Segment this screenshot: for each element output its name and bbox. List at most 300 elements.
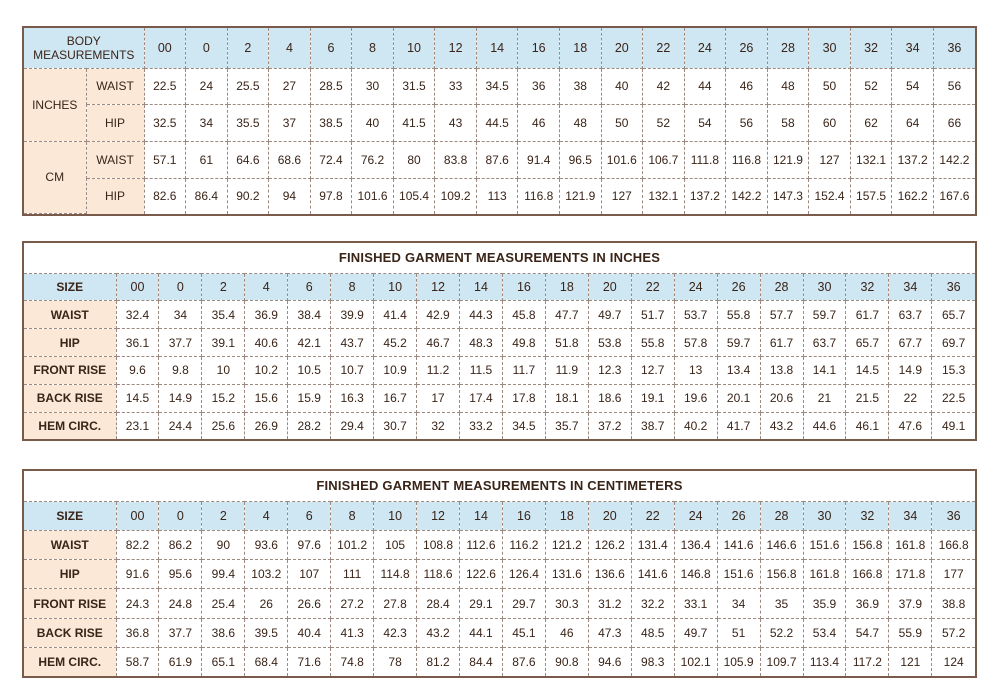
size-header: 0	[159, 273, 202, 301]
table-cell: 12.7	[631, 356, 674, 384]
table-cell: 38.6	[202, 618, 245, 647]
table-row	[24, 560, 975, 589]
table-cell: 39.9	[331, 301, 374, 329]
table-cell: 46.1	[846, 412, 889, 439]
table-cell: 146.6	[760, 530, 803, 559]
table-cell: 83.8	[435, 141, 477, 178]
finished-garment-inches-table	[22, 241, 977, 441]
table-cell: 14.5	[846, 356, 889, 384]
table-cell: 121.9	[767, 141, 809, 178]
size-header: 16	[502, 501, 545, 530]
table-cell: 69.7	[932, 329, 975, 357]
table-cell: 64.6	[227, 141, 269, 178]
table-row	[24, 329, 975, 357]
size-header: 36	[932, 273, 975, 301]
size-header: 00	[116, 273, 159, 301]
size-header: 22	[631, 273, 674, 301]
table-cell: 45.8	[502, 301, 545, 329]
table-cell: 102.1	[674, 648, 717, 676]
table-title: FINISHED GARMENT MEASUREMENTS IN INCHES	[24, 243, 975, 273]
table-row	[24, 105, 975, 142]
measurement-label: HIP	[86, 105, 144, 142]
table-cell: 57.8	[674, 329, 717, 357]
table-cell: 78	[374, 648, 417, 676]
table-cell: 166.8	[932, 530, 975, 559]
size-header: 10	[393, 28, 435, 68]
table-cell: 47.7	[545, 301, 588, 329]
table-cell: 101.6	[601, 141, 643, 178]
size-header: 18	[545, 273, 588, 301]
table-cell: 48	[767, 68, 809, 105]
table-cell: 43	[435, 105, 477, 142]
body-measurements-table	[22, 26, 977, 216]
table-cell: 101.6	[352, 178, 394, 213]
table-cell: 13.8	[760, 356, 803, 384]
size-header: 2	[227, 28, 269, 68]
table-cell: 28.5	[310, 68, 352, 105]
size-header: 28	[767, 28, 809, 68]
table-cell: 161.8	[803, 560, 846, 589]
table-cell: 9.6	[116, 356, 159, 384]
table-cell: 61	[186, 141, 228, 178]
table-cell: 18.1	[545, 384, 588, 412]
measurement-label: WAIST	[24, 530, 116, 559]
table-cell: 46	[518, 105, 560, 142]
size-header: 14	[460, 501, 503, 530]
table-cell: 28.2	[288, 412, 331, 439]
table-cell: 33.2	[460, 412, 503, 439]
table-cell: 9.8	[159, 356, 202, 384]
table-cell: 12.3	[588, 356, 631, 384]
table-cell: 34.5	[476, 68, 518, 105]
table-cell: 49.7	[674, 618, 717, 647]
table-cell: 116.8	[518, 178, 560, 213]
table-cell: 41.7	[717, 412, 760, 439]
table-cell: 127	[809, 141, 851, 178]
table-cell: 81.2	[417, 648, 460, 676]
table-cell: 13	[674, 356, 717, 384]
table-cell: 51	[717, 618, 760, 647]
table-cell: 72.4	[310, 141, 352, 178]
table-cell: 30.3	[545, 589, 588, 618]
table-cell: 156.8	[846, 530, 889, 559]
table-cell: 37	[269, 105, 311, 142]
measurement-label: BACK RISE	[24, 618, 116, 647]
table-cell: 40.6	[245, 329, 288, 357]
table-row	[24, 648, 975, 676]
table-cell: 131.4	[631, 530, 674, 559]
table-cell: 60	[809, 105, 851, 142]
table-cell: 32.4	[116, 301, 159, 329]
size-header: 00	[116, 501, 159, 530]
table-cell: 19.1	[631, 384, 674, 412]
table-cell: 56	[933, 68, 975, 105]
table-cell: 95.6	[159, 560, 202, 589]
table-cell: 17.8	[502, 384, 545, 412]
table-cell: 11.5	[460, 356, 503, 384]
table-cell: 27.2	[331, 589, 374, 618]
table-cell: 113	[476, 178, 518, 213]
table-cell: 37.9	[889, 589, 932, 618]
size-header: 26	[717, 273, 760, 301]
table-cell: 109.2	[435, 178, 477, 213]
table-cell: 30	[352, 68, 394, 105]
table-cell: 57.1	[144, 141, 186, 178]
size-header: 30	[809, 28, 851, 68]
table-cell: 49.1	[932, 412, 975, 439]
size-header: 32	[846, 273, 889, 301]
table-cell: 39.1	[202, 329, 245, 357]
table-cell: 16.7	[374, 384, 417, 412]
table-cell: 42	[643, 68, 685, 105]
body-measurements-header	[24, 28, 144, 68]
table-cell: 49.8	[502, 329, 545, 357]
table-cell: 45.1	[502, 618, 545, 647]
finished-garment-cm-table	[22, 469, 977, 678]
table-cell: 42.3	[374, 618, 417, 647]
table-cell: 52.2	[760, 618, 803, 647]
table-cell: 36.9	[245, 301, 288, 329]
size-header: 12	[417, 273, 460, 301]
size-header: 18	[559, 28, 601, 68]
size-header: 10	[374, 273, 417, 301]
table-cell: 82.2	[116, 530, 159, 559]
size-header: 0	[186, 28, 228, 68]
size-header: 36	[932, 501, 975, 530]
table-cell: 54.7	[846, 618, 889, 647]
table-cell: 25.5	[227, 68, 269, 105]
table-cell: 74.8	[331, 648, 374, 676]
table-cell: 40.4	[288, 618, 331, 647]
table-cell: 39.5	[245, 618, 288, 647]
table-cell: 34	[186, 105, 228, 142]
table-row	[24, 141, 975, 178]
table-cell: 35.7	[545, 412, 588, 439]
size-header: 24	[674, 273, 717, 301]
title-row	[24, 471, 975, 501]
table-cell: 24.8	[159, 589, 202, 618]
table-cell: 46.7	[417, 329, 460, 357]
table-cell: 24	[186, 68, 228, 105]
table-cell: 18.6	[588, 384, 631, 412]
table-cell: 38.8	[932, 589, 975, 618]
table-cell: 33.1	[674, 589, 717, 618]
measurement-label: FRONT RISE	[24, 356, 116, 384]
table-cell: 131.6	[545, 560, 588, 589]
measurement-label: HIP	[86, 178, 144, 213]
size-header: 28	[760, 501, 803, 530]
table-cell: 51.8	[545, 329, 588, 357]
table-cell: 63.7	[889, 301, 932, 329]
size-header: 6	[288, 273, 331, 301]
table-cell: 93.6	[245, 530, 288, 559]
size-header: 26	[726, 28, 768, 68]
size-header: 00	[144, 28, 186, 68]
table-cell: 41.3	[331, 618, 374, 647]
table-cell: 37.2	[588, 412, 631, 439]
table-cell: 42.9	[417, 301, 460, 329]
table-cell: 122.6	[460, 560, 503, 589]
size-header: 34	[889, 501, 932, 530]
table-row	[24, 412, 975, 439]
table-cell: 61.9	[159, 648, 202, 676]
table-cell: 96.5	[559, 141, 601, 178]
table-row	[24, 301, 975, 329]
table-cell: 44.1	[460, 618, 503, 647]
table-cell: 22.5	[144, 68, 186, 105]
table-title: FINISHED GARMENT MEASUREMENTS IN CENTIMETERS	[24, 471, 975, 501]
table-cell: 44.3	[460, 301, 503, 329]
table-cell: 132.1	[850, 141, 892, 178]
table-cell: 29.1	[460, 589, 503, 618]
table-cell: 48.3	[460, 329, 503, 357]
table-cell: 91.6	[116, 560, 159, 589]
table-cell: 49.7	[588, 301, 631, 329]
table-cell: 99.4	[202, 560, 245, 589]
table-cell: 27	[269, 68, 311, 105]
table-cell: 59.7	[717, 329, 760, 357]
table-cell: 25.6	[202, 412, 245, 439]
table-cell: 40	[352, 105, 394, 142]
table-cell: 24.3	[116, 589, 159, 618]
table-cell: 151.6	[717, 560, 760, 589]
size-header: 32	[846, 501, 889, 530]
table-cell: 29.7	[502, 589, 545, 618]
table-cell: 35.9	[803, 589, 846, 618]
table-cell: 37.7	[159, 329, 202, 357]
table-cell: 50	[601, 105, 643, 142]
table-cell: 56	[726, 105, 768, 142]
size-header: 22	[631, 501, 674, 530]
table-cell: 53.4	[803, 618, 846, 647]
table-cell: 63.7	[803, 329, 846, 357]
table-cell: 57.7	[760, 301, 803, 329]
table-cell: 61.7	[846, 301, 889, 329]
measurement-label: WAIST	[24, 301, 116, 329]
table-cell: 21	[803, 384, 846, 412]
table-cell: 54	[892, 68, 934, 105]
table-cell: 109.7	[760, 648, 803, 676]
table-cell: 137.2	[684, 178, 726, 213]
table-cell: 29.4	[331, 412, 374, 439]
table-cell: 124	[932, 648, 975, 676]
table-row	[24, 384, 975, 412]
table-cell: 136.6	[588, 560, 631, 589]
table-cell: 157.5	[850, 178, 892, 213]
table-cell: 11.9	[545, 356, 588, 384]
table-row	[24, 618, 975, 647]
header-label-line2: MEASUREMENTS	[33, 47, 135, 62]
table-cell: 17.4	[460, 384, 503, 412]
table-cell: 177	[932, 560, 975, 589]
table-cell: 38.7	[631, 412, 674, 439]
size-header: 14	[460, 273, 503, 301]
table-cell: 68.6	[269, 141, 311, 178]
table-cell: 116.2	[502, 530, 545, 559]
table-cell: 35.5	[227, 105, 269, 142]
table-cell: 171.8	[889, 560, 932, 589]
table-cell: 14.9	[889, 356, 932, 384]
size-label: SIZE	[24, 273, 116, 301]
table-cell: 105.9	[717, 648, 760, 676]
size-header: 8	[331, 273, 374, 301]
table-cell: 54	[684, 105, 726, 142]
size-header: 32	[850, 28, 892, 68]
table-cell: 40.2	[674, 412, 717, 439]
table-cell: 36.9	[846, 589, 889, 618]
table-cell: 44.5	[476, 105, 518, 142]
table-cell: 20.1	[717, 384, 760, 412]
size-header: 4	[245, 273, 288, 301]
table-cell: 47.3	[588, 618, 631, 647]
table-cell: 87.6	[502, 648, 545, 676]
table-cell: 136.4	[674, 530, 717, 559]
table-cell: 42.1	[288, 329, 331, 357]
table-cell: 43.7	[331, 329, 374, 357]
title-row	[24, 243, 975, 273]
table-cell: 141.6	[631, 560, 674, 589]
size-header: 36	[933, 28, 975, 68]
table-cell: 15.2	[202, 384, 245, 412]
measurement-label: HIP	[24, 329, 116, 357]
table-cell: 59.7	[803, 301, 846, 329]
table-cell: 132.1	[643, 178, 685, 213]
size-header: 10	[374, 501, 417, 530]
table-cell: 147.3	[767, 178, 809, 213]
table-cell: 20.6	[760, 384, 803, 412]
size-header: 14	[476, 28, 518, 68]
table-cell: 17	[417, 384, 460, 412]
table-cell: 113.4	[803, 648, 846, 676]
table-cell: 118.6	[417, 560, 460, 589]
size-header: 16	[518, 28, 560, 68]
table-cell: 86.2	[159, 530, 202, 559]
size-header: 22	[643, 28, 685, 68]
size-header: 2	[202, 273, 245, 301]
size-header: 20	[588, 273, 631, 301]
table-cell: 58.7	[116, 648, 159, 676]
table-cell: 152.4	[809, 178, 851, 213]
table-cell: 48	[559, 105, 601, 142]
table-cell: 36.1	[116, 329, 159, 357]
table-cell: 35	[760, 589, 803, 618]
table-cell: 44.6	[803, 412, 846, 439]
table-cell: 117.2	[846, 648, 889, 676]
table-cell: 65.7	[846, 329, 889, 357]
table-cell: 71.6	[288, 648, 331, 676]
table-cell: 106.7	[643, 141, 685, 178]
table-cell: 19.6	[674, 384, 717, 412]
table-cell: 94.6	[588, 648, 631, 676]
table-cell: 35.4	[202, 301, 245, 329]
table-cell: 67.7	[889, 329, 932, 357]
measurement-label: BACK RISE	[24, 384, 116, 412]
table-cell: 97.6	[288, 530, 331, 559]
table-cell: 55.8	[631, 329, 674, 357]
header-row	[24, 501, 975, 530]
table-cell: 50	[809, 68, 851, 105]
table-cell: 116.8	[726, 141, 768, 178]
table-cell: 10.2	[245, 356, 288, 384]
table-cell: 53.8	[588, 329, 631, 357]
table-cell: 121	[889, 648, 932, 676]
table-cell: 65.1	[202, 648, 245, 676]
table-cell: 10.5	[288, 356, 331, 384]
table-cell: 41.5	[393, 105, 435, 142]
table-cell: 90	[202, 530, 245, 559]
table-cell: 167.6	[933, 178, 975, 213]
size-header: 12	[417, 501, 460, 530]
header-row	[24, 273, 975, 301]
measurement-label: WAIST	[86, 68, 144, 105]
table-cell: 46	[726, 68, 768, 105]
table-cell: 32.2	[631, 589, 674, 618]
measurement-label: HEM CIRC.	[24, 412, 116, 439]
table-cell: 126.2	[588, 530, 631, 559]
table-cell: 11.2	[417, 356, 460, 384]
table-cell: 105.4	[393, 178, 435, 213]
size-header: 24	[684, 28, 726, 68]
size-header: 4	[269, 28, 311, 68]
table-cell: 41.4	[374, 301, 417, 329]
table-cell: 166.8	[846, 560, 889, 589]
size-header: 26	[717, 501, 760, 530]
table-cell: 137.2	[892, 141, 934, 178]
table-cell: 94	[269, 178, 311, 213]
table-cell: 26.6	[288, 589, 331, 618]
table-cell: 146.8	[674, 560, 717, 589]
table-cell: 46	[545, 618, 588, 647]
table-cell: 38.4	[288, 301, 331, 329]
size-header: 34	[889, 273, 932, 301]
table-cell: 24.4	[159, 412, 202, 439]
table-cell: 32.5	[144, 105, 186, 142]
table-cell: 36.8	[116, 618, 159, 647]
table-cell: 80	[393, 141, 435, 178]
size-header: 8	[331, 501, 374, 530]
size-header: 12	[435, 28, 477, 68]
table-cell: 31.5	[393, 68, 435, 105]
table-cell: 61.7	[760, 329, 803, 357]
table-cell: 98.3	[631, 648, 674, 676]
table-cell: 15.9	[288, 384, 331, 412]
table-cell: 43.2	[760, 412, 803, 439]
size-header: 18	[545, 501, 588, 530]
table-cell: 13.4	[717, 356, 760, 384]
table-cell: 38	[559, 68, 601, 105]
size-header: 6	[288, 501, 331, 530]
table-cell: 142.2	[933, 141, 975, 178]
measurement-label: HEM CIRC.	[24, 648, 116, 676]
table-row	[24, 178, 975, 213]
table-cell: 34.5	[502, 412, 545, 439]
table-cell: 162.2	[892, 178, 934, 213]
size-header: 20	[588, 501, 631, 530]
table-cell: 38.5	[310, 105, 352, 142]
table-cell: 36	[518, 68, 560, 105]
table-cell: 55.8	[717, 301, 760, 329]
table-cell: 14.5	[116, 384, 159, 412]
table-cell: 97.8	[310, 178, 352, 213]
table-cell: 32	[417, 412, 460, 439]
table-cell: 30.7	[374, 412, 417, 439]
table-cell: 37.7	[159, 618, 202, 647]
table-cell: 10.9	[374, 356, 417, 384]
size-header: 0	[159, 501, 202, 530]
table-cell: 87.6	[476, 141, 518, 178]
size-label: SIZE	[24, 501, 116, 530]
table-cell: 34	[717, 589, 760, 618]
